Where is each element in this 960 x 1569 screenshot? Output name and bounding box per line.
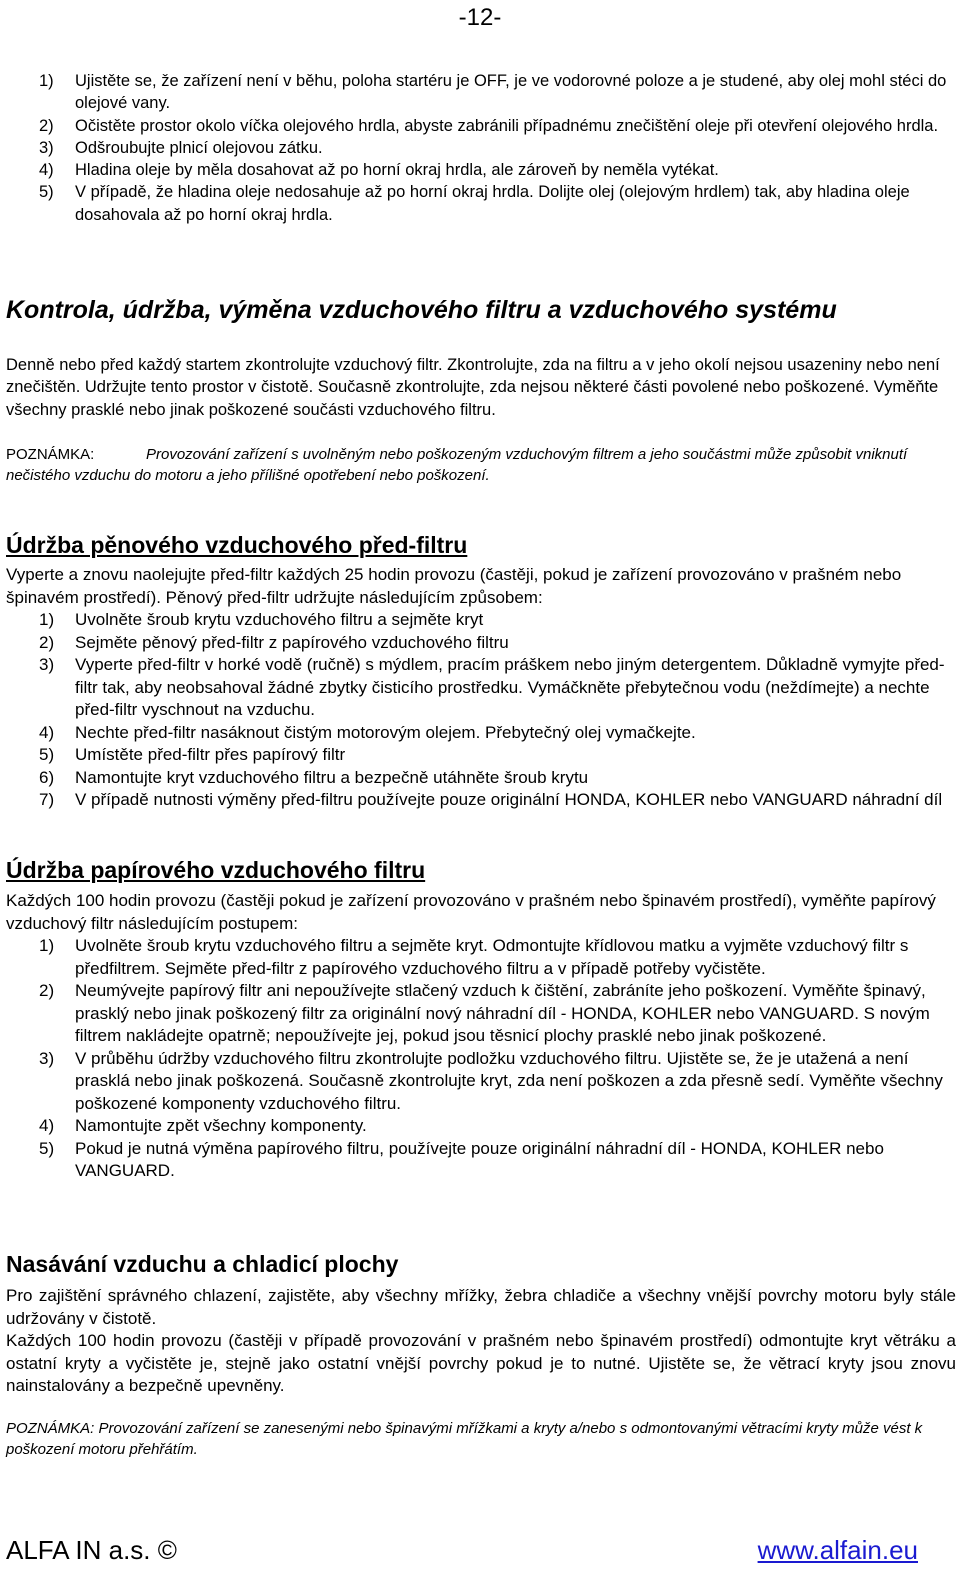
list-number: 1) <box>39 936 55 955</box>
list-number: 3) <box>39 138 54 157</box>
list-number: 2) <box>39 981 55 1000</box>
air-filter-note <box>6 444 956 486</box>
intake-cooling-heading: Nasávání vzduchu a chladicí plochy <box>6 1251 399 1277</box>
list-item <box>6 137 956 159</box>
list-item <box>6 767 956 790</box>
list-item <box>6 744 956 767</box>
list-text: Hladina oleje by měla dosahovat až po horní okraj hrdla, ale zároveň by neměla vytékat. <box>75 161 719 180</box>
list-item <box>6 181 956 226</box>
foam-prefilter-heading: Údržba pěnového vzduchového před-filtru <box>6 532 468 558</box>
list-number: 4) <box>39 161 54 180</box>
list-text: Neumývejte papírový filtr ani nepoužívejte stlačený vzduch k čištění, zabráníte jeho poškození. Vyměňte špinavý, prasklý nebo jinak poškozený filtr za originální nový náhradní díl - HONDA, KOHLER nebo VANGUARD. S novým filtrem nakládejte opatrně; nepoužívejte jej, pokud jsou těsnicí plochy prasklé nebo jinak poškozené. <box>75 981 930 1045</box>
note-text: POZNÁMKA: Provozování zařízení se zanesenými nebo špinavými mřížkami a kryty a/nebo s odmontovanými větracími kryty může vést k poškození motoru přehřátím. <box>6 1420 923 1458</box>
oil-check-section <box>6 70 956 226</box>
list-text: Nechte před-filtr nasáknout čistým motorovým olejem. Přebytečný olej vymačkejte. <box>75 722 696 742</box>
air-filter-heading: Kontrola, údržba, výměna vzduchového filtru a vzduchového systému <box>6 296 837 324</box>
intake-cooling-para2: Každých 100 hodin provozu (častěji v případě provozování v prašném nebo špinavém prostředí) odmontujte kryt větráku a ostatní kryty a vyčistěte je, stejně jako ostatní vnější povrchy pokud je to nutné. Ujistěte se, že větrací kryty jsou znovu nainstalovány a bezpečně upevněny. <box>6 1331 956 1395</box>
intake-cooling-section <box>6 1251 956 1278</box>
air-filter-paragraph: Denně nebo před každý startem zkontrolujte vzduchový filtr. Zkontrolujte, zda na filtru a v jeho okolí nejsou usazeniny nebo není znečištěn. Udržujte tento prostor v čistotě. Současně zkontrolujte, zda nejsou některé části povolené nebo poškozené. Vyměňte všechny prasklé nebo jinak poškozené součásti vzduchového filtru. <box>6 356 940 419</box>
list-number: 1) <box>39 72 54 90</box>
list-text: Namontujte kryt vzduchového filtru a bezpečně utáhněte šroub krytu <box>75 767 589 787</box>
page-number: -12- <box>458 4 502 31</box>
list-text: V případě, že hladina oleje nedosahuje až po horní okraj hrdla. Dolijte olej (olejovým hrdlem) tak, aby hladina oleje dosahovala až po horní okraj hrdla. <box>75 183 910 224</box>
list-text: Sejměte pěnový před-filtr z papírového vzduchového filtru <box>75 632 509 652</box>
list-number: 5) <box>39 745 55 764</box>
list-item <box>6 115 956 137</box>
list-item <box>6 632 956 655</box>
oil-check-list <box>6 70 956 226</box>
list-number: 4) <box>39 1116 55 1135</box>
list-text: Uvolněte šroub krytu vzduchového filtru a sejměte kryt <box>75 610 484 629</box>
list-text: Vyperte před-filtr v horké vodě (ručně) s mýdlem, pracím práškem nebo jiným detergentem. Důkladně vymyjte před-filtr tak, aby neobsahoval žádné zbytky čisticího prostředku. Vymáčkněte přebytečnou vodu (neždímejte) a nechte před-filtr vyschnout na vzduchu. <box>75 655 945 719</box>
paper-filter-intro: Každých 100 hodin provozu (častěji pokud je zařízení provozováno v prašném nebo špinavém prostředí), vyměňte papírový vzduchový filtr následujícím postupem: <box>6 891 936 933</box>
company-name: ALFA IN a.s. © <box>6 1535 177 1565</box>
list-number: 7) <box>39 790 55 809</box>
foam-prefilter-body <box>6 564 956 812</box>
list-item <box>6 1115 956 1138</box>
paper-filter-body <box>6 890 956 1183</box>
list-number: 4) <box>39 722 55 742</box>
paper-filter-heading: Údržba papírového vzduchového filtru <box>6 857 426 883</box>
list-text: Umístěte před-filtr přes papírový filtr <box>75 745 346 764</box>
list-number: 3) <box>39 1048 55 1068</box>
intake-cooling-body <box>6 1285 956 1398</box>
website-link[interactable]: www.alfain.eu <box>757 1535 918 1565</box>
list-text: Pokud je nutná výměna papírového filtru, používejte pouze originální náhradní díl - HONDA, KOHLER nebo VANGUARD. <box>75 1138 884 1180</box>
list-item <box>6 1138 956 1183</box>
intake-cooling-para1: Pro zajištění správného chlazení, zajistěte, aby všechny mřížky, žebra chladiče a všechny vnější povrchy motoru byly stále udržovány v čistotě. <box>6 1286 956 1328</box>
list-number: 5) <box>39 183 54 202</box>
foam-prefilter-list <box>6 609 956 812</box>
paper-filter-list <box>6 935 956 1183</box>
list-text: Odšroubujte plnicí olejovou zátku. <box>75 138 323 157</box>
note-text: Provozování zařízení s uvolněným nebo poškozeným vzduchovým filtrem a jeho součástmi může způsobit vniknutí nečistého vzduchu do motoru a jeho přílišné opotřebení nebo poškození. <box>6 446 908 484</box>
foam-prefilter-intro: Vyperte a znovu naolejujte před-filtr každých 25 hodin provozu (častěji, pokud je zařízení provozováno v prašném nebo špinavém prostředí). Pěnový před-filtr udržujte následujícím způsobem: <box>6 565 902 607</box>
list-text: V průběhu údržby vzduchového filtru zkontrolujte podložku vzduchového filtru. Ujistěte se, že je utažená a není prasklá nebo jinak poškozená. Současně zkontrolujte kryt, zda není poškozen a zda přesně sedí. Vyměňte všechny poškozené komponenty vzduchového filtru. <box>75 1048 943 1113</box>
list-item <box>6 654 956 722</box>
intake-cooling-note <box>6 1418 956 1460</box>
list-text: Ujistěte se, že zařízení není v běhu, poloha startéru je OFF, je ve vodorovné poloze a je studené, aby olej mohl stéci do olejové vany. <box>75 72 947 113</box>
list-text: V případě nutnosti výměny před-filtru používejte pouze originální HONDA, KOHLER nebo VANGUARD náhradní díl <box>75 790 943 809</box>
list-text: Uvolněte šroub krytu vzduchového filtru a sejměte kryt. Odmontujte křídlovou matku a vyjměte vzduchový filtr s předfiltrem. Sejměte před-filtr z papírového vzduchového filtru a v případě potřeby vyčistěte. <box>75 936 909 978</box>
list-item <box>6 935 956 980</box>
list-number: 2) <box>39 116 54 135</box>
list-item <box>6 1048 956 1116</box>
paper-filter-section <box>6 857 956 884</box>
list-item <box>6 159 956 181</box>
list-text: Očistěte prostor okolo víčka olejového hrdla, abyste zabránili případnému znečištění oleje při otevření olejového hrdla. <box>75 116 939 135</box>
list-item <box>6 722 956 745</box>
list-text: Namontujte zpět všechny komponenty. <box>75 1116 367 1135</box>
list-item <box>6 609 956 632</box>
list-item <box>6 789 956 812</box>
note-label: POZNÁMKA: <box>6 446 95 463</box>
air-filter-section <box>6 296 956 325</box>
list-number: 2) <box>39 632 55 652</box>
list-item <box>6 70 956 115</box>
list-item <box>6 980 956 1048</box>
list-number: 3) <box>39 655 55 674</box>
list-number: 6) <box>39 767 55 787</box>
foam-prefilter-section <box>6 532 956 559</box>
list-number: 5) <box>39 1138 55 1158</box>
list-number: 1) <box>39 610 55 629</box>
